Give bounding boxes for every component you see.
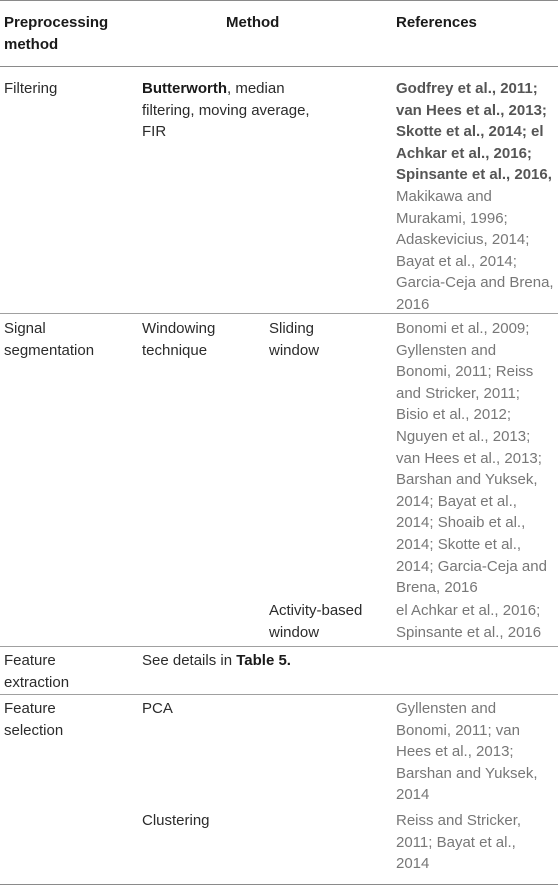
ref-line: 2014; Garcia-Ceja and (396, 557, 547, 575)
activity-line1: Activity-based (269, 602, 363, 619)
filtering-method (142, 78, 310, 143)
header-references: References (396, 14, 477, 31)
ref-line: Makikawa and (396, 187, 492, 205)
table-bottom-rule (0, 884, 558, 885)
ref-line: Hees et al., 2013; (396, 743, 514, 761)
ref-line: Barshan and Yuksek, (396, 471, 538, 489)
activity-based-references (396, 600, 541, 643)
extraction-label-line1: Feature (4, 652, 56, 669)
ref-line: Adaskevicius, 2014; (396, 231, 530, 249)
ref-line: Murakami, 1996; (396, 209, 508, 227)
filtering-references (396, 78, 554, 316)
ref-line: 2014 (396, 786, 430, 804)
ref-line: 2011; Bayat et al., (396, 833, 516, 851)
header-method: Method (226, 14, 280, 31)
method-butterworth: Butterworth (142, 80, 227, 97)
ref-line: Garcia-Ceja and Brena, (396, 274, 554, 292)
ref-line: Nguyen et al., 2013; (396, 427, 531, 445)
ref-line: 2014; Skotte et al., (396, 535, 522, 553)
segmentation-label-line2: segmentation (4, 341, 95, 359)
ref-line: Spinsante et al., 2016 (396, 623, 542, 641)
extraction-method (142, 650, 291, 672)
selection-label-line1: Feature (4, 700, 56, 717)
segmentation-label-line1: Signal (4, 320, 46, 337)
ref-line: Bonomi, 2011; van (396, 721, 520, 739)
ref-line: Bonomi et al., 2009; (396, 320, 530, 337)
ref-line: Barshan and Yuksek, (396, 764, 538, 782)
header-col1-line2: method (4, 35, 59, 53)
ref-line: Bisio et al., 2012; (396, 406, 512, 424)
windowing-technique (142, 318, 215, 361)
sliding-line1: Sliding (269, 320, 315, 337)
ref-line: Brena, 2016 (396, 579, 478, 597)
sliding-window-references (396, 318, 547, 599)
selection-label (4, 698, 63, 741)
windowing-line2: technique (142, 341, 208, 359)
ref-line: Bonomi, 2011; Reiss (396, 363, 534, 381)
table-5-link[interactable]: Table 5. (236, 652, 291, 669)
windowing-line1: Windowing (142, 320, 216, 337)
activity-line2: window (269, 623, 320, 641)
sliding-line2: window (269, 341, 320, 359)
ref-line: Gyllensten and (396, 341, 497, 359)
extraction-label-line2: extraction (4, 673, 70, 691)
ref-line: 2014; Bayat et al., (396, 492, 517, 510)
clustering-references (396, 810, 521, 875)
row-rule-segmentation (0, 646, 558, 647)
row-rule-extraction (0, 694, 558, 695)
ref-bold-line: Godfrey et al., 2011; (396, 80, 538, 97)
row-rule-filtering (0, 313, 558, 314)
ref-bold-line: van Hees et al., 2013; (396, 101, 547, 119)
ref-line: and Stricker, 2011; (396, 384, 520, 402)
ref-line: Bayat et al., 2014; (396, 252, 517, 270)
extraction-method-prefix: See details in (142, 652, 237, 669)
header-preprocessing-method (4, 12, 108, 55)
method-line1-rest: , median (227, 80, 285, 97)
ref-line: van Hees et al., 2013; (396, 449, 542, 467)
selection-label-line2: selection (4, 721, 64, 739)
ref-line: 2014; Shoaib et al., (396, 514, 526, 532)
table-top-rule (0, 0, 558, 1)
header-col1-line1: Preprocessing (4, 14, 109, 31)
filtering-label: Filtering (4, 80, 58, 97)
ref-line: 2014 (396, 855, 430, 873)
ref-bold-line: Skotte et al., 2014; el (396, 123, 544, 141)
header-rule (0, 66, 558, 67)
activity-based-window (269, 600, 362, 643)
ref-line: 2016 (396, 295, 430, 313)
method-line3: FIR (142, 123, 167, 141)
clustering-method: Clustering (142, 812, 210, 829)
ref-line: el Achkar et al., 2016; (396, 602, 541, 619)
ref-line: Gyllensten and (396, 700, 497, 717)
ref-line: Reiss and Stricker, (396, 812, 522, 829)
extraction-label (4, 650, 69, 693)
ref-bold-line: Achkar et al., 2016; (396, 144, 532, 162)
segmentation-label (4, 318, 94, 361)
method-line2: filtering, moving average, (142, 101, 310, 119)
sliding-window (269, 318, 319, 361)
ref-bold-line: Spinsante et al., 2016, (396, 166, 552, 184)
pca-method: PCA (142, 700, 173, 717)
pca-references (396, 698, 538, 806)
